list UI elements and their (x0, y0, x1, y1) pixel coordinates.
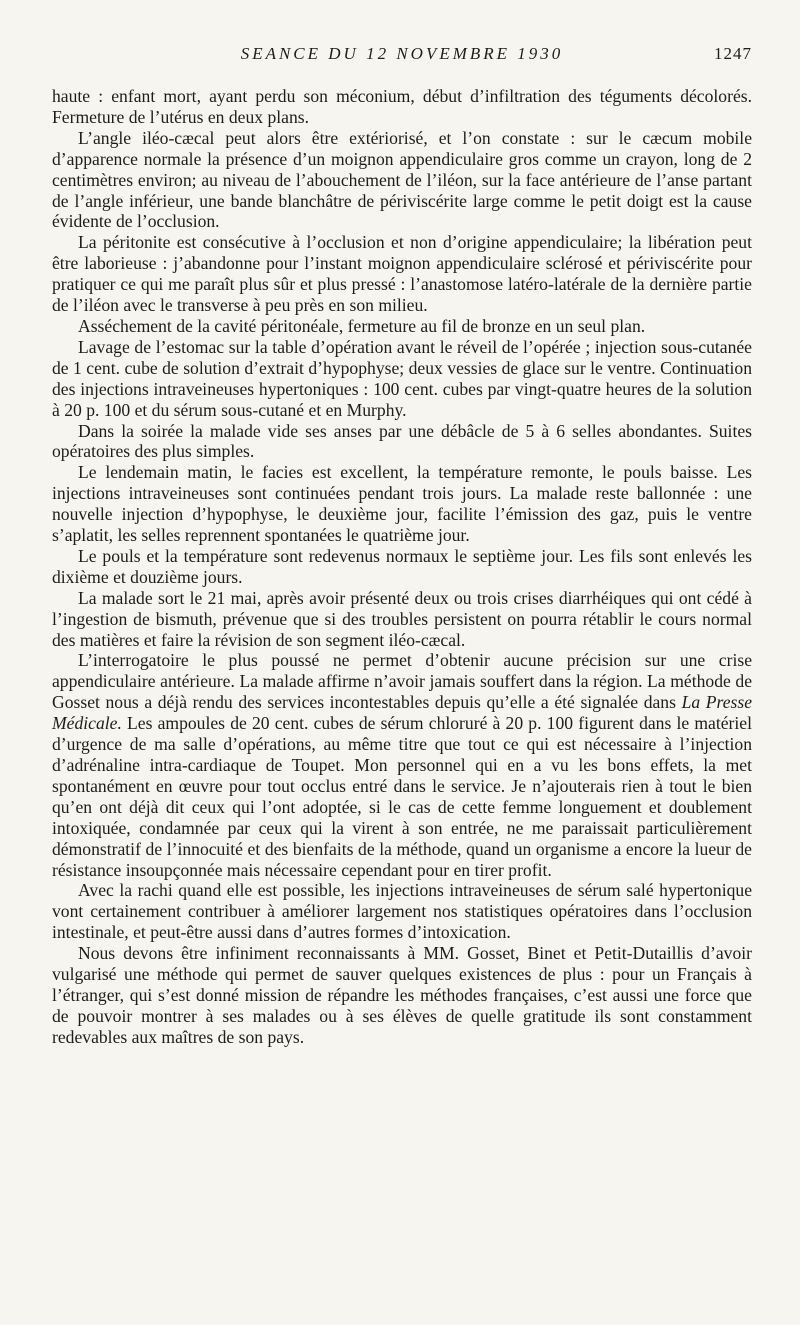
paragraph-5: Lavage de l’estomac sur la table d’opération avant le réveil de l’opérée ; injection sous-cutanée de 1 cent. cube de solution d’extrait d’hypophyse; deux vessies de glace sur le ventre. Continuation des injections intraveineuses hypertoniques : 100 cent. cubes par vingt-quatre heures de la solution à 20 p. 100 et du sérum sous-cutané et en Murphy. (52, 336, 752, 420)
paragraph-11: Avec la rachi quand elle est possible, les injections intraveineuses de sérum salé hypertonique vont certainement contribuer à améliorer largement nos statistiques opératoires dans l’occlusion intestinale, et peut-être aussi dans d’autres formes d’intoxication. (52, 880, 752, 943)
page-header (52, 44, 752, 70)
running-title: SEANCE DU 12 NOVEMBRE 1930 (240, 44, 564, 63)
paragraph-1: haute : enfant mort, ayant perdu son méconium, début d’infiltration des téguments décolorés. Fermeture de l’utérus en deux plans. (52, 86, 752, 127)
paragraph-8: Le pouls et la température sont redevenus normaux le septième jour. Les fils sont enlevés les dixième et douzième jours. (52, 545, 752, 587)
paragraph-10 (52, 650, 752, 880)
paragraph-9: La malade sort le 21 mai, après avoir présenté deux ou trois crises diarrhéiques qui ont cédé à l’ingestion de bismuth, prévenue que si des troubles persistent on pourra rétablir le cours normal des matières et faire la révision de son segment iléo-cæcal. (52, 587, 752, 650)
journal-title-citation: La Presse Médicale. (52, 692, 753, 734)
paragraph-12: Nous devons être infiniment reconnaissants à MM. Gosset, Binet et Petit-Dutaillis d’avoir vulgarisé une méthode qui permet de sauver quelques existences de plus : pour un Français à l’étranger, qui s’est donné mission de répandre les méthodes françaises, c’est aussi une force que de pouvoir montrer à ses malades ou à ses élèves de quelle gratitude ils sont constamment redevables aux maîtres de son pays. (52, 943, 752, 1047)
body-text (52, 86, 752, 1048)
paragraph-6: Dans la soirée la malade vide ses anses par une débâcle de 5 à 6 selles abondantes. Suites opératoires des plus simples. (52, 420, 752, 462)
paragraph-4: Asséchement de la cavité péritonéale, fermeture au fil de bronze en un seul plan. (78, 315, 646, 336)
paragraph-10-before: L’interrogatoire le plus poussé ne permet d’obtenir aucune précision sur une crise appendiculaire antérieure. La malade affirme n’avoir jamais souffert dans la région. La méthode de Gosset nous a déjà rendu des services incontestables depuis qu’elle a été signalée dans (52, 650, 752, 713)
paragraph-2: L’angle iléo-cæcal peut alors être extériorisé, et l’on constate : sur le cæcum mobile d’apparence normale la présence d’un moignon appendiculaire gros comme un crayon, long de 2 centimètres environ; au niveau de l’abouchement de l’iléon, sur la face antérieure de l’anse partant de l’angle inférieur, une bande blanchâtre de périviscérite large comme le petit doigt est la cause évidente de l’occlusion. (52, 127, 752, 232)
paragraph-7: Le lendemain matin, le facies est excellent, la température remonte, le pouls baisse. Les injections intraveineuses sont continuées pendant trois jours. La malade reste ballonnée : une nouvelle injection d’hypophyse, le deuxième jour, facilite l’émission des gaz, puis le ventre s’aplatit, les selles reprennent spontanées le quatrième jour. (52, 462, 752, 546)
paragraph-3: La péritonite est consécutive à l’occlusion et non d’origine appendiculaire; la libération peut être laborieuse : j’abandonne pour l’instant moignon appendiculaire sclérosé et périviscérite pour pratiquer ce qui me paraît plus sûr et plus pressé : l’anastomose latéro-latérale de la dernière partie de l’iléon avec le transverse à peu près en son milieu. (52, 232, 752, 316)
page-number: 1247 (714, 44, 752, 63)
paragraph-10-after: Les ampoules de 20 cent. cubes de sérum chloruré à 20 p. 100 figurent dans le matériel d’urgence de ma salle d’opérations, au même titre que tout ce qui est nécessaire à l’injection d’adrénaline intra-cardiaque de Toupet. Mon personnel qui en a vu les bons effets, la met spontanément en œuvre pour tout occlus entré dans le service. Je n’ajouterais rien à tout le bien qu’en ont déjà dit ceux qui l’ont adoptée, si le cas de cette femme longuement et doublement intoxiquée, condamnée par ceux qui la virent à son entrée, ne me paraissait particulièrement démonstratif de l’innocuité et des bienfaits de la méthode, quand un organisme a encore la lueur de résistance insoupçonnée mais nécessaire cependant pour en tirer profit. (52, 713, 752, 880)
